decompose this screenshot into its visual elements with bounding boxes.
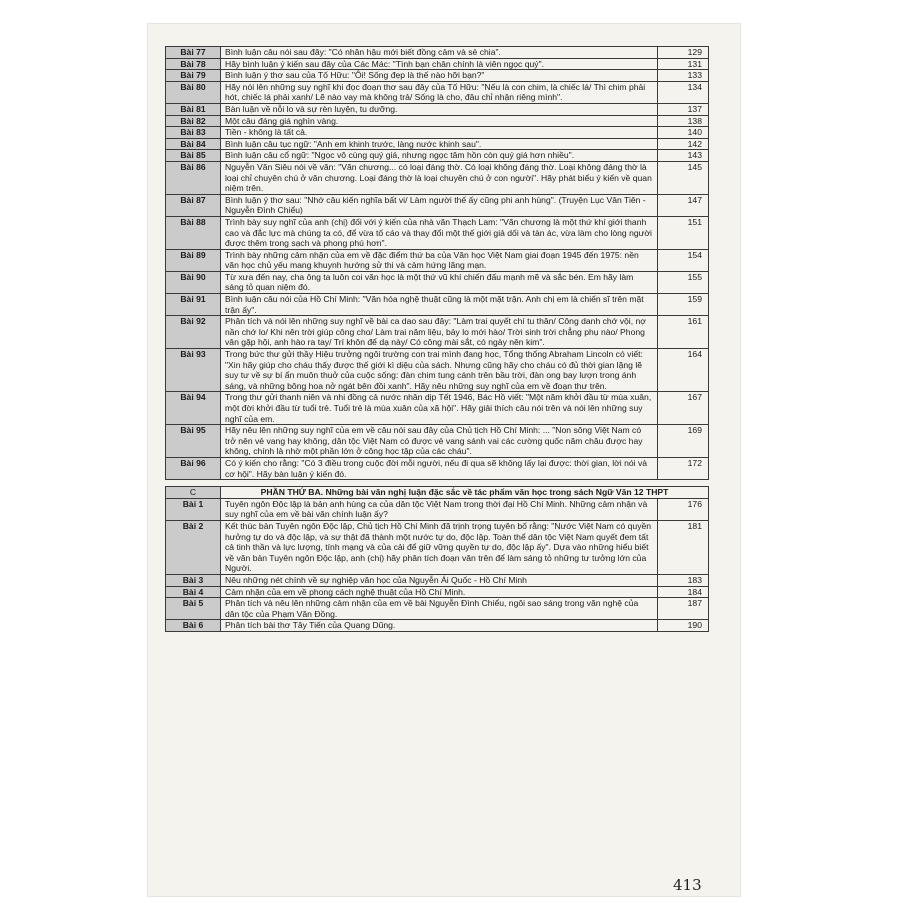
entry-label: Bài 90 xyxy=(166,271,221,293)
entry-description: Cảm nhận của em về phong cách nghệ thuật của Hồ Chí Minh. xyxy=(221,586,658,598)
entry-description: Phân tích và nói lên những suy nghĩ về bài ca dao sau đây: "Làm trai quyết chí tu thân/ Công danh chớ vội, nợ nần chớ lo/ Khi nên trời giúp công cho/ Làm trai năm liệu, bảy lo mới hào/ Trời sinh trời chẳng phụ nào/ Phong vân gặp hội, anh hào ra tay/ Trí khôn để dạ này/ Có công mài sắt, có ngày nên kim". xyxy=(221,316,658,349)
table-row xyxy=(166,127,709,139)
table-row xyxy=(166,103,709,115)
table-row xyxy=(166,316,709,349)
entry-page-number: 161 xyxy=(658,316,709,349)
book-page xyxy=(148,24,740,896)
table-row xyxy=(166,138,709,150)
entry-description: Trình bày những cảm nhận của em về đặc điểm thứ ba của Văn học Việt Nam giai đoạn 1945 đến 1975: nền văn học chủ yếu mang khuynh hướng sử thi và cảm hứng lãng mạn. xyxy=(221,249,658,271)
contents-section-c-header xyxy=(166,487,709,499)
entry-label: Bài 3 xyxy=(166,574,221,586)
entry-description: Nguyễn Văn Siêu nói về văn: "Văn chương... có loại đáng thờ. Có loại không đáng thờ. Loại không đáng thờ là loại chỉ chuyên chú ở văn chương. Loại đáng thờ là loại chuyên chú ở con người". Hãy phát biểu ý kiến về quan niệm trên. xyxy=(221,161,658,194)
entry-description: Từ xưa đến nay, cha ông ta luôn coi văn học là một thứ vũ khí chiến đấu mạnh mẽ và sắc bén. Em hãy làm sáng tỏ quan niệm đó. xyxy=(221,271,658,293)
table-row xyxy=(166,58,709,70)
table-row xyxy=(166,47,709,59)
entry-page-number: 134 xyxy=(658,81,709,103)
entry-description: Bình luận câu tục ngữ: "Anh em khinh trước, làng nước khinh sau". xyxy=(221,138,658,150)
entry-description: Hãy bình luận ý kiến sau đây của Các Mác: "Tình bạn chân chính là viên ngọc quý". xyxy=(221,58,658,70)
entry-description: Hãy nêu lên những suy nghĩ của em về câu nói sau đây của Chủ tịch Hồ Chí Minh: ... "Non sông Việt Nam có trở nên vẻ vang hay không, dân tộc Việt Nam có được vẻ vang sánh vai các cường quốc năm châu được hay không, chính là nhờ một phần lớn ở công học tập của các cháu". xyxy=(221,425,658,458)
section-title: PHẦN THỨ BA. Những bài văn nghị luận đặc sắc về tác phẩm văn học trong sách Ngữ Văn 12 THPT xyxy=(221,487,709,499)
entry-label: Bài 1 xyxy=(166,498,221,520)
entry-page-number: 187 xyxy=(658,598,709,620)
entry-label: Bài 85 xyxy=(166,150,221,162)
entry-description: Phân tích bài thơ Tây Tiến của Quang Dũng. xyxy=(221,620,658,632)
entry-page-number: 151 xyxy=(658,216,709,249)
table-row xyxy=(166,161,709,194)
table-row xyxy=(166,520,709,574)
table-row xyxy=(166,598,709,620)
entry-description: Có ý kiến cho rằng: "Có 3 điều trong cuộc đời mỗi người, nếu đi qua sẽ không lấy lại được: thời gian, lời nói và cơ hội". Hãy bàn luận ý kiến đó. xyxy=(221,457,658,479)
entry-description: Bình luận ý thơ sau: "Nhớ câu kiến nghĩa bất vi/ Làm người thế ấy cũng phi anh hùng". (Truyện Lục Vân Tiên - Nguyễn Đình Chiểu) xyxy=(221,194,658,216)
entry-description: Bình luận câu nói sau đây: "Có nhân hậu mới biết đồng cảm và sẻ chia". xyxy=(221,47,658,59)
entry-label: Bài 95 xyxy=(166,425,221,458)
entry-page-number: 142 xyxy=(658,138,709,150)
table-row xyxy=(166,249,709,271)
entry-page-number: 172 xyxy=(658,457,709,479)
entry-page-number: 129 xyxy=(658,47,709,59)
table-row xyxy=(166,574,709,586)
entry-page-number: 138 xyxy=(658,115,709,127)
entry-label: Bài 6 xyxy=(166,620,221,632)
entry-label: Bài 80 xyxy=(166,81,221,103)
table-row xyxy=(166,81,709,103)
entry-page-number: 140 xyxy=(658,127,709,139)
entry-description: Bình luận câu nói của Hồ Chí Minh: "Văn hóa nghệ thuật cũng là một mặt trận. Anh chị em là chiến sĩ trên mặt trận ấy". xyxy=(221,294,658,316)
entry-page-number: 155 xyxy=(658,271,709,293)
table-row xyxy=(166,392,709,425)
table-row xyxy=(166,349,709,392)
entry-label: Bài 79 xyxy=(166,70,221,82)
entry-page-number: 176 xyxy=(658,498,709,520)
table-row xyxy=(166,150,709,162)
entry-label: Bài 87 xyxy=(166,194,221,216)
entry-label: Bài 4 xyxy=(166,586,221,598)
entry-label: Bài 81 xyxy=(166,103,221,115)
entry-label: Bài 88 xyxy=(166,216,221,249)
entry-description: Nêu những nét chính về sự nghiệp văn học của Nguyễn Ái Quốc - Hồ Chí Minh xyxy=(221,574,658,586)
table-row xyxy=(166,294,709,316)
entry-label: Bài 82 xyxy=(166,115,221,127)
entry-page-number: 184 xyxy=(658,586,709,598)
entry-description: Bình luận ý thơ sau của Tố Hữu: "Ôi! Sống đẹp là thế nào hỡi bạn?" xyxy=(221,70,658,82)
contents-section-b xyxy=(166,47,709,480)
entry-description: Hãy nói lên những suy nghĩ khi đọc đoạn thơ sau đây của Tố Hữu: "Nếu là con chim, là chiếc lá/ Thì chim phải hót, chiếc lá phải xanh/ Lẽ nào vay mà không trả/ Sống là cho, đâu chỉ nhận riêng mình". xyxy=(221,81,658,103)
entry-label: Bài 5 xyxy=(166,598,221,620)
entry-label: Bài 96 xyxy=(166,457,221,479)
entry-page-number: 145 xyxy=(658,161,709,194)
entry-page-number: 164 xyxy=(658,349,709,392)
contents-table xyxy=(165,46,709,632)
entry-page-number: 181 xyxy=(658,520,709,574)
entry-description: Bàn luận về nỗi lo và sự rèn luyện, tu dưỡng. xyxy=(221,103,658,115)
entry-description: Kết thúc bản Tuyên ngôn Độc lập, Chủ tịch Hồ Chí Minh đã trịnh trọng tuyên bố rằng: "Nước Việt Nam có quyền hưởng tự do và độc lập, và sự thật đã thành một nước tự do, độc lập. Toàn thể dân tộc Việt Nam quyết đem tất cả tinh thần và lực lượng, tính mạng và của cải để giữ vững quyền tự do, độc lập ấy". Dựa vào những hiểu biết về văn bản Tuyên ngôn Độc lập, anh (chị) hãy phân tích đoạn văn trên để làm sáng tỏ những tư tưởng lớn của Người. xyxy=(221,520,658,574)
table-row xyxy=(166,425,709,458)
entry-page-number: 190 xyxy=(658,620,709,632)
table-row xyxy=(166,586,709,598)
entry-label: Bài 93 xyxy=(166,349,221,392)
entry-page-number: 159 xyxy=(658,294,709,316)
entry-description: Trong thư gửi thanh niên và nhi đồng cả nước nhân dịp Tết 1946, Bác Hồ viết: "Một năm khởi đầu từ mùa xuân, một đời khởi đầu từ tuổi trẻ. Tuổi trẻ là mùa xuân của xã hội". Hãy giải thích câu nói trên và nói lên những suy nghĩ của em. xyxy=(221,392,658,425)
entry-page-number: 143 xyxy=(658,150,709,162)
entry-label: Bài 78 xyxy=(166,58,221,70)
entry-description: Tiền - không là tất cả. xyxy=(221,127,658,139)
entry-page-number: 137 xyxy=(658,103,709,115)
entry-description: Trình bày suy nghĩ của anh (chị) đối với ý kiến của nhà văn Thạch Lam: "Văn chương là một thứ khí giới thanh cao và đắc lực mà chúng ta có, để vừa tố cáo và thay đổi một thế giới giả dối và tàn ác, vừa làm cho lòng người được thêm trong sạch và phong phú hơn". xyxy=(221,216,658,249)
table-row xyxy=(166,194,709,216)
entry-description: Phân tích và nêu lên những cảm nhận của em về bài Nguyễn Đình Chiểu, ngôi sao sáng trong văn nghệ của dân tộc của Phạm Văn Đồng. xyxy=(221,598,658,620)
table-row xyxy=(166,457,709,479)
entry-page-number: 131 xyxy=(658,58,709,70)
entry-label: Bài 89 xyxy=(166,249,221,271)
table-row xyxy=(166,620,709,632)
table-row xyxy=(166,498,709,520)
entry-label: Bài 94 xyxy=(166,392,221,425)
section-letter: C xyxy=(166,487,221,499)
entry-label: Bài 77 xyxy=(166,47,221,59)
section-gap xyxy=(166,480,709,487)
entry-label: Bài 2 xyxy=(166,520,221,574)
entry-description: Bình luận câu cổ ngữ: "Ngọc vô cùng quý giá, nhưng ngọc tâm hồn còn quý giá hơn nhiều". xyxy=(221,150,658,162)
entry-page-number: 183 xyxy=(658,574,709,586)
entry-label: Bài 84 xyxy=(166,138,221,150)
section-header-row xyxy=(166,487,709,499)
entry-page-number: 154 xyxy=(658,249,709,271)
contents-section-c xyxy=(166,498,709,631)
table-row xyxy=(166,216,709,249)
page-number: 413 xyxy=(673,876,702,894)
entry-label: Bài 91 xyxy=(166,294,221,316)
entry-page-number: 167 xyxy=(658,392,709,425)
entry-label: Bài 83 xyxy=(166,127,221,139)
entry-label: Bài 86 xyxy=(166,161,221,194)
table-row xyxy=(166,271,709,293)
entry-page-number: 147 xyxy=(658,194,709,216)
entry-page-number: 169 xyxy=(658,425,709,458)
table-row xyxy=(166,115,709,127)
entry-page-number: 133 xyxy=(658,70,709,82)
table-row xyxy=(166,70,709,82)
entry-description: Trong bức thư gửi thầy Hiệu trưởng ngôi trường con trai mình đang học, Tổng thống Abraham Lincoln có viết: "Xin hãy giúp cho cháu thấy được thế giới kì diệu của sách. Nhưng cũng hãy cho cháu có đủ thời gian lặng lẽ suy tư về sự bí ẩn muôn thuở của cuộc sống: đàn chim tung cánh trên bầu trời, đàn ong bay lượn trong ánh sáng, và những bông hoa nở ngát bên đồi xanh". Hãy nêu những suy nghĩ của em về đoạn thư trên. xyxy=(221,349,658,392)
entry-description: Một câu đáng giá nghìn vàng. xyxy=(221,115,658,127)
entry-label: Bài 92 xyxy=(166,316,221,349)
entry-description: Tuyên ngôn Độc lập là bản anh hùng ca của dân tộc Việt Nam trong thời đại Hồ Chí Minh. Những cảm nhận và suy nghĩ của em về bài văn chính luận ấy? xyxy=(221,498,658,520)
